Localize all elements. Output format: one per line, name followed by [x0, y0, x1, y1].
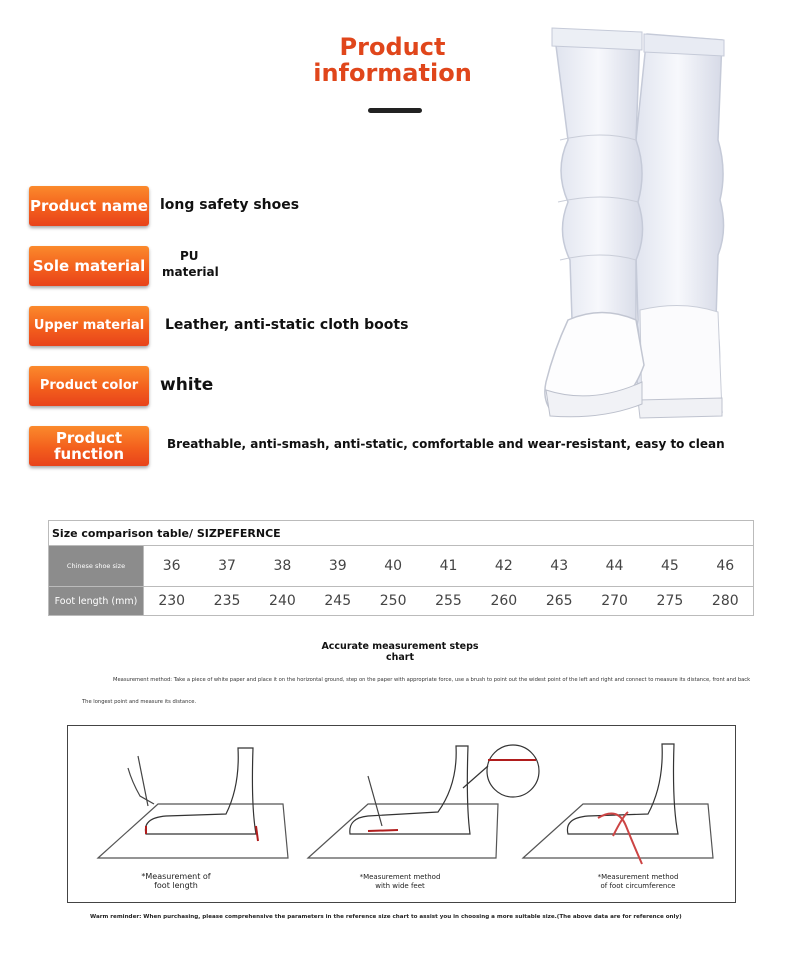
chinese-size-cell: 42 — [494, 558, 513, 574]
table-row — [49, 587, 754, 616]
foot-length-cell: 255 — [435, 593, 462, 609]
foot-length-cell: 235 — [213, 593, 241, 609]
caption-foot-length-line1: *Measurement of — [141, 872, 211, 881]
foot-length-cell: 270 — [601, 593, 628, 609]
chinese-size-cell: 39 — [328, 558, 347, 574]
measurement-method-text: Measurement method: Take a piece of white paper and place it on the horizontal ground, step on the paper with appropriate force, use a brush to point out the widest point of the left and right and connect to measure its distance, front and back — [113, 677, 751, 683]
product-function-value: Breathable, anti-smash, anti-static, comfortable and wear-resistant, easy to clean — [167, 437, 725, 451]
chinese-size-cell: 46 — [716, 558, 735, 574]
measurement-method-text-2: The longest point and measure its distance. — [82, 699, 197, 705]
measurement-title-line1: Accurate measurement steps — [321, 641, 479, 652]
title-line-1: Product — [339, 33, 446, 61]
table-row — [49, 546, 754, 587]
product-function-label: Product function — [29, 426, 149, 466]
foot-length-cell: 275 — [656, 593, 684, 609]
foot-length-cell: 250 — [379, 593, 407, 609]
sole-material-value-line2: material — [162, 265, 219, 279]
foot-length-cell: 280 — [711, 593, 739, 609]
caption-foot-length — [116, 872, 236, 890]
foot-length-label: Foot length (mm) — [49, 587, 144, 616]
sole-material-label: Sole material — [29, 246, 149, 286]
chinese-size-label: Chinese shoe size — [49, 546, 144, 587]
chinese-size-cell: 45 — [661, 558, 679, 574]
chinese-size-cell: 36 — [162, 558, 181, 574]
chinese-size-cell: 38 — [273, 558, 292, 574]
caption-wide-feet-line2: with wide feet — [375, 882, 425, 890]
measurement-diagram — [67, 725, 736, 903]
page-title — [300, 34, 485, 86]
product-color-label: Product color — [29, 366, 149, 406]
caption-foot-circumference-line2: of foot circumference — [600, 882, 676, 890]
chinese-size-cell: 43 — [550, 558, 569, 574]
foot-length-cell: 260 — [490, 593, 518, 609]
measurement-title — [300, 641, 500, 663]
foot-length-cell: 265 — [545, 593, 573, 609]
measurement-title-line2: chart — [385, 652, 415, 663]
foot-length-values — [144, 593, 753, 609]
boots-product-image — [532, 20, 752, 430]
chinese-size-cell: 37 — [218, 558, 236, 574]
foot-length-cell: 240 — [269, 593, 296, 609]
product-color-value: white — [160, 375, 214, 395]
chinese-size-cell: 41 — [439, 558, 458, 574]
foot-length-cell: 245 — [324, 593, 352, 609]
chinese-size-values — [144, 558, 753, 574]
caption-foot-circumference — [578, 873, 698, 891]
chinese-size-cell: 40 — [384, 558, 403, 574]
product-name-value: long safety shoes — [160, 197, 300, 213]
title-line-2: information — [313, 59, 472, 87]
title-underline — [368, 108, 422, 113]
upper-material-value: Leather, anti-static cloth boots — [165, 317, 409, 333]
caption-foot-length-line2: foot length — [154, 881, 198, 890]
upper-material-label: Upper material — [29, 306, 149, 346]
caption-wide-feet — [340, 873, 460, 891]
size-table-title: Size comparison table/ SIZPEFERNCE — [49, 521, 754, 546]
warm-reminder: Warm reminder: When purchasing, please comprehensive the parameters in the reference size chart to assist you in choosing a more suitable size.(The above data are for reference only) — [90, 914, 682, 920]
foot-length-cell: 230 — [158, 593, 186, 609]
caption-foot-circumference-line1: *Measurement method — [597, 873, 679, 881]
chinese-size-cell: 44 — [605, 558, 624, 574]
product-name-label: Product name — [29, 186, 149, 226]
sole-material-value-line1: PU — [180, 249, 199, 263]
caption-wide-feet-line1: *Measurement method — [359, 873, 441, 881]
size-comparison-table — [48, 520, 754, 616]
